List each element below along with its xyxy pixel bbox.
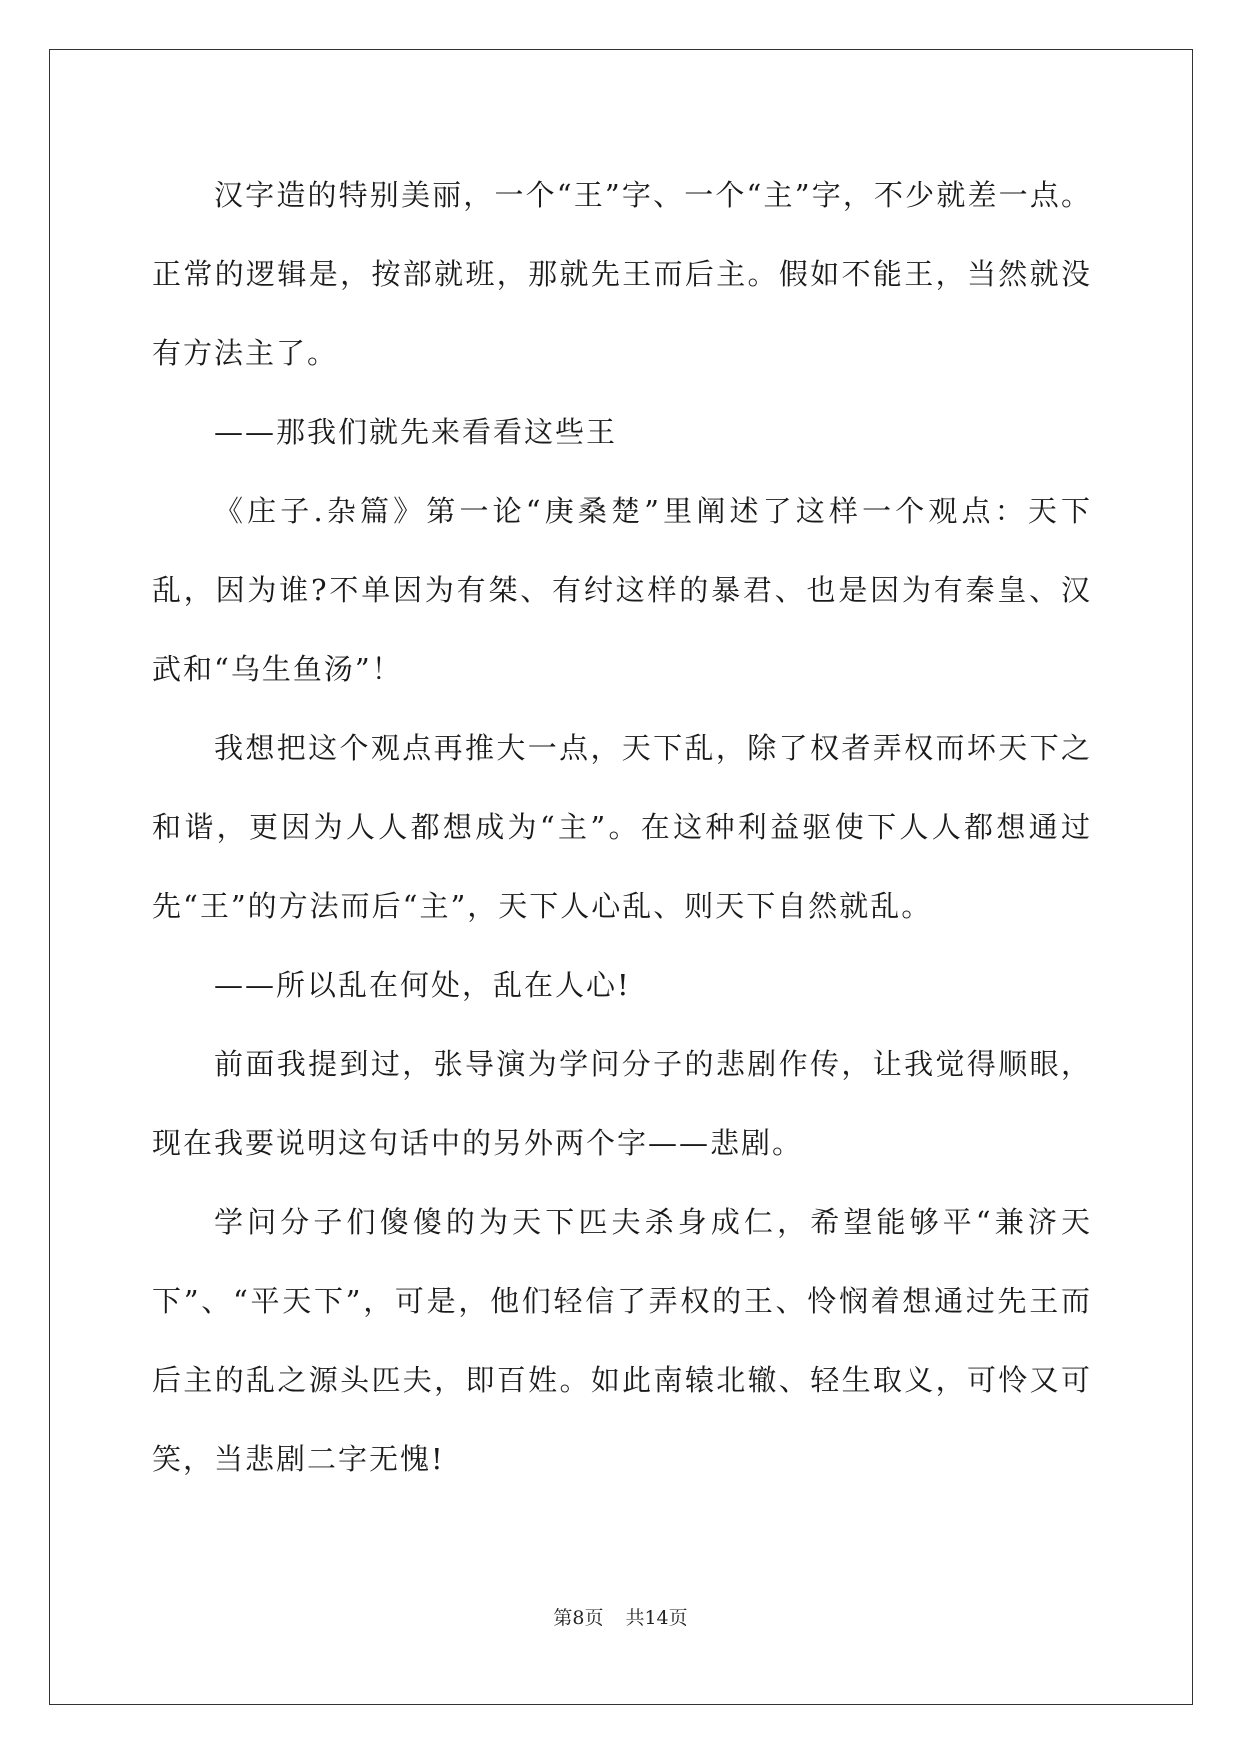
document-body [152,156,1092,1499]
paragraph-3: 《庄子.杂篇》第一论“庚桑楚”里阐述了这样一个观点：天下乱，因为谁?不单因为有桀、有纣这样的暴君、也是因为有秦皇、汉武和“乌生鱼汤”！ [152,494,1092,686]
paragraph-4: 我想把这个观点再推大一点，天下乱，除了权者弄权而坏天下之和谐，更因为人人都想成为“主”。在这种利益驱使下人人都想通过先“王”的方法而后“主”，天下人心乱、则天下自然就乱。 [152,731,1092,923]
paragraph-6: 前面我提到过，张导演为学问分子的悲剧作传，让我觉得顺眼，现在我要说明这句话中的另外两个字——悲剧。 [152,1047,1092,1160]
page-number: 第8页 [553,1607,604,1629]
paragraph-7: 学问分子们傻傻的为天下匹夫杀身成仁，希望能够平“兼济天下”、“平天下”，可是，他们轻信了弄权的王、怜悯着想通过先王而后主的乱之源头匹夫，即百姓。如此南辕北辙、轻生取义，可怜又可笑，当悲剧二字无愧! [152,1205,1092,1476]
paragraph-5: ——所以乱在何处，乱在人心! [214,968,631,1002]
paragraph-1: 汉字造的特别美丽，一个“王”字、一个“主”字，不少就差一点。正常的逻辑是，按部就班，那就先王而后主。假如不能王，当然就没有方法主了。 [152,178,1092,370]
page-total: 共14页 [625,1607,688,1629]
page-footer [0,1603,1241,1630]
paragraph-2: ——那我们就先来看看这些王 [214,415,618,449]
